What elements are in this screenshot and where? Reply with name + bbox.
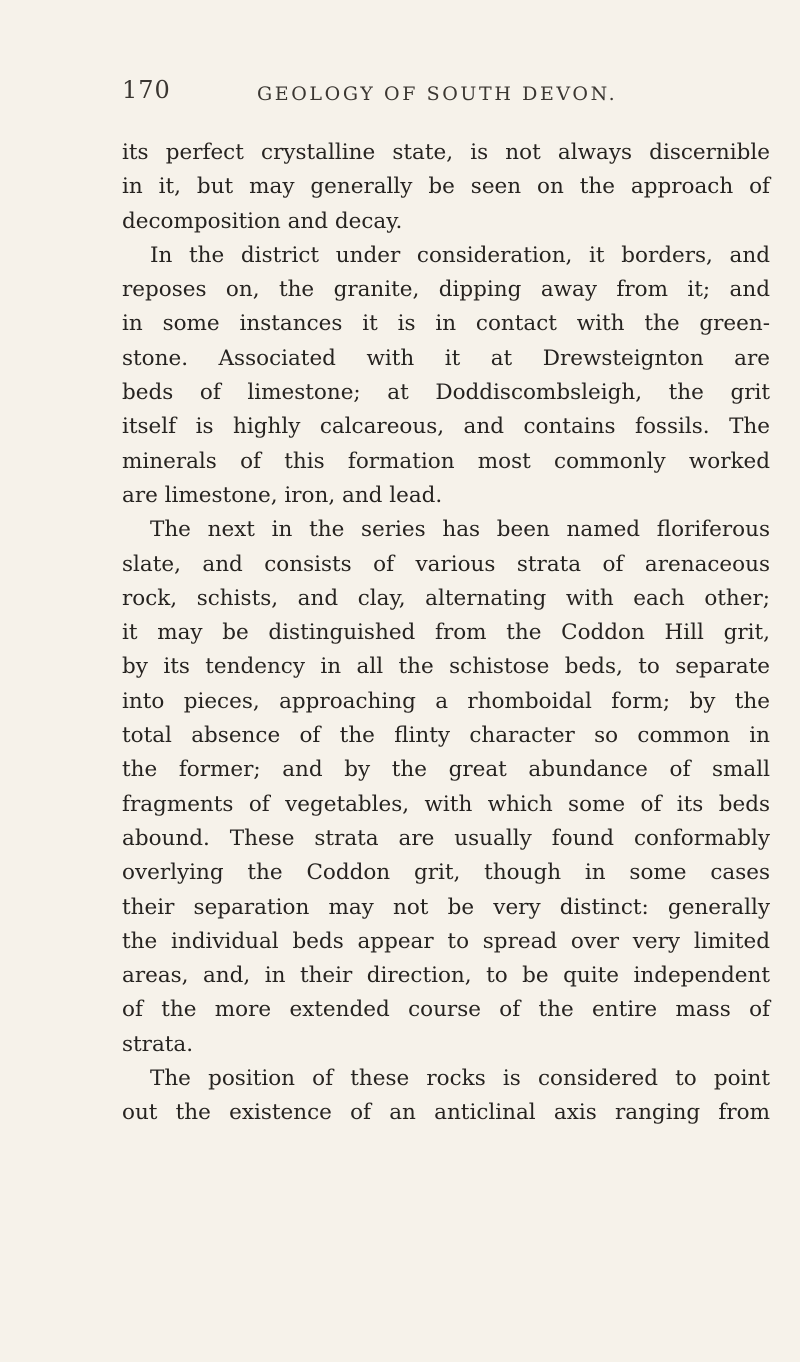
text-line: slate, and consists of various strata of arenaceous — [122, 551, 770, 577]
text-line: total absence of the flinty character so common in — [122, 723, 770, 749]
text-line: in it, but may generally be seen on the approach of — [122, 174, 770, 200]
text-line: stone. Associated with it at Drewsteignton are — [122, 345, 770, 371]
text-line: strata. — [122, 1031, 194, 1057]
text-line: The next in the series has been named floriferous — [150, 517, 770, 543]
text-line: overlying the Coddon grit, though in some cases — [122, 860, 770, 886]
text-line: in some instances it is in contact with the green- — [122, 311, 770, 337]
text-line: minerals of this formation most commonly worked — [122, 448, 770, 474]
body-text — [122, 136, 770, 1131]
running-title: GEOLOGY OF SOUTH DEVON. — [257, 83, 618, 105]
text-line: of the more extended course of the entire mass of — [122, 997, 770, 1023]
text-line: out the existence of an anticlinal axis ranging from — [122, 1100, 770, 1126]
text-line: beds of limestone; at Doddiscombsleigh, the grit — [122, 380, 770, 406]
text-line: the former; and by the great abundance of small — [122, 757, 770, 783]
text-line: fragments of vegetables, with which some of its beds — [122, 791, 770, 817]
text-line: it may be distinguished from the Coddon Hill grit, — [122, 620, 770, 646]
text-line: the individual beds appear to spread over very limited — [122, 928, 770, 954]
text-line: In the district under consideration, it borders, and — [150, 242, 770, 268]
text-line: reposes on, the granite, dipping away from it; and — [122, 277, 770, 303]
text-line: abound. These strata are usually found conformably — [122, 825, 770, 851]
text-line: rock, schists, and clay, alternating with each other; — [122, 585, 770, 611]
text-line: its perfect crystalline state, is not always discernible — [122, 140, 770, 165]
text-line: decomposition and decay. — [122, 208, 403, 234]
text-line: itself is highly calcareous, and contains fossils. The — [122, 414, 770, 440]
text-line: their separation may not be very distinct: generally — [122, 894, 770, 920]
text-line: into pieces, approaching a rhomboidal form; by the — [122, 688, 770, 714]
page-number: 170 — [122, 76, 171, 104]
text-line: The position of these rocks is considered to point — [150, 1066, 770, 1092]
text-line: are limestone, iron, and lead. — [122, 482, 443, 508]
text-line: by its tendency in all the schistose beds, to separate — [122, 654, 770, 680]
text-line: areas, and, in their direction, to be quite independent — [122, 963, 770, 989]
